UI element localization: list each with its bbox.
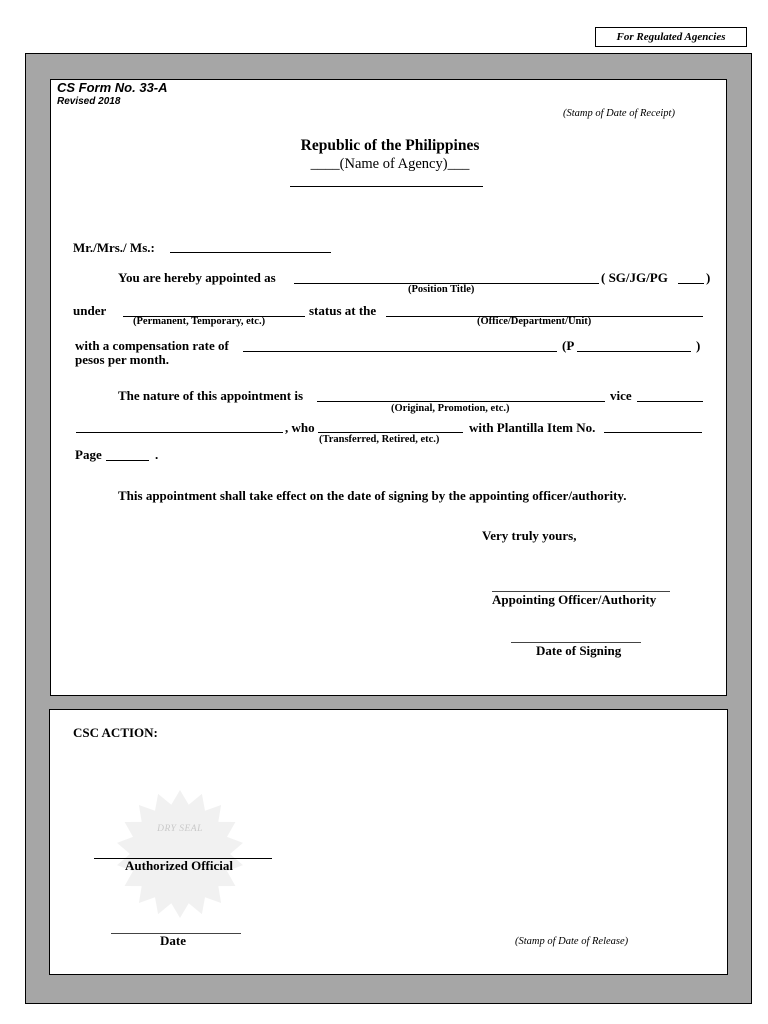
csc-action-label: CSC ACTION: (73, 725, 158, 740)
who-caption: (Transferred, Retired, etc.) (319, 434, 440, 445)
compensation-amount-line[interactable] (577, 351, 691, 352)
status-at-label: status at the (309, 303, 377, 318)
form-number: CS Form No. 33-A (57, 80, 168, 95)
peso-close-label: ) (696, 338, 701, 353)
who-line[interactable] (318, 432, 463, 433)
stamp-receipt-label: (Stamp of Date of Receipt) (563, 108, 675, 119)
appointee-name-line[interactable] (170, 252, 331, 253)
page-label: Page (75, 447, 102, 462)
nature-caption: (Original, Promotion, etc.) (391, 403, 510, 414)
appointed-as-label: You are hereby appointed as (118, 270, 276, 285)
compensation-label: with a compensation rate of (75, 338, 229, 353)
dry-seal-starburst (100, 788, 260, 920)
salary-grade-line[interactable] (678, 283, 704, 284)
dry-seal-label: DRY SEAL (157, 824, 203, 834)
pesos-per-month-label: pesos per month. (75, 352, 170, 367)
under-label: under (73, 303, 107, 318)
compensation-words-line[interactable] (243, 351, 557, 352)
status-caption: (Permanent, Temporary, etc.) (133, 316, 266, 327)
date-label: Date (160, 933, 186, 948)
nature-line[interactable] (317, 401, 605, 402)
office-caption: (Office/Department/Unit) (477, 316, 592, 327)
position-title-caption: (Position Title) (408, 284, 475, 295)
plantilla-line[interactable] (604, 432, 702, 433)
revised-date: Revised 2018 (57, 96, 121, 107)
regulated-agencies-tag: For Regulated Agencies (595, 27, 747, 47)
salary-grade-label: ( SG/JG/PG (601, 270, 668, 285)
agency-name-label: ____(Name of Agency)___ (310, 156, 470, 172)
vice-name-line[interactable] (76, 432, 283, 433)
salutation-label: Mr./Mrs./ Ms.: (73, 240, 155, 255)
effectivity-text: This appointment shall take effect on the date of signing by the appointing officer/authority. (118, 488, 627, 503)
who-label: , who (285, 420, 315, 435)
republic-heading: Republic of the Philippines (300, 137, 480, 154)
peso-open-label: (P (562, 338, 575, 353)
agency-name-line-2 (290, 186, 483, 187)
vice-line[interactable] (637, 401, 703, 402)
salary-grade-close: ) (706, 270, 711, 285)
nature-label: The nature of this appointment is (118, 388, 304, 403)
page-line[interactable] (106, 460, 149, 461)
appointing-officer-label: Appointing Officer/Authority (492, 592, 657, 607)
date-of-signing-label: Date of Signing (536, 643, 622, 658)
stamp-release-label: (Stamp of Date of Release) (515, 936, 629, 947)
page-period: . (155, 447, 159, 462)
plantilla-label: with Plantilla Item No. (469, 420, 596, 435)
very-truly-yours: Very truly yours, (482, 528, 577, 543)
authorized-official-label: Authorized Official (125, 858, 233, 873)
vice-label: vice (610, 388, 632, 403)
